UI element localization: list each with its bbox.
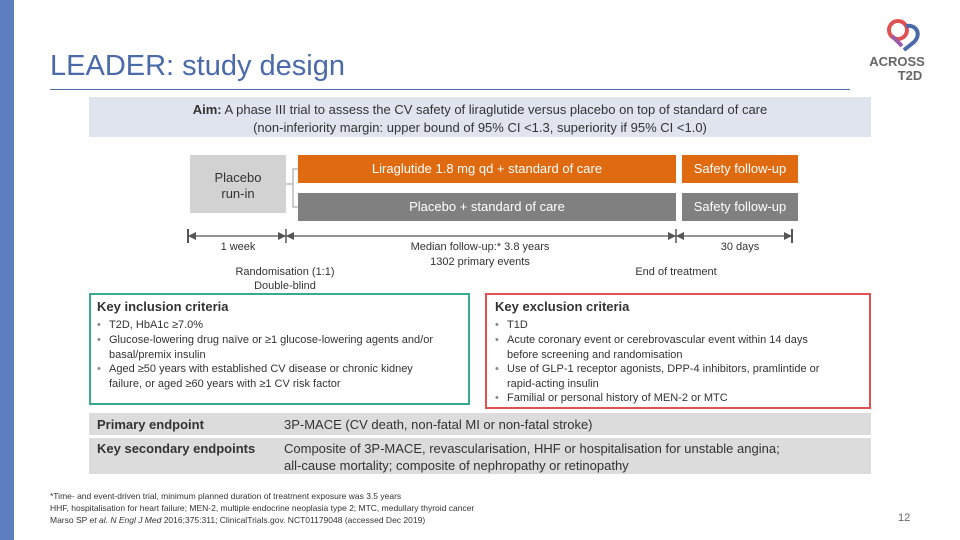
- page-number: 12: [898, 512, 911, 524]
- exclusion-item: • Use of GLP-1 receptor agonists, DPP-4 inhibitors, pramlintide or rapid-acting insulin: [495, 363, 820, 390]
- exclusion-item: • Familial or personal history of MEN-2 or MTC: [495, 392, 728, 404]
- randomisation-label-1: Randomisation (1:1): [235, 266, 335, 278]
- runin-duration-label: 1 week: [220, 241, 256, 253]
- arm-liraglutide-label: Liraglutide 1.8 mg qd + standard of care: [371, 161, 603, 176]
- runin-line-1: Placebo: [214, 170, 262, 185]
- primary-endpoint-text: 3P-MACE (CV death, non-fatal MI or non-fatal stroke): [284, 417, 593, 432]
- left-accent-bar: [0, 0, 14, 540]
- aim-text-1: A phase III trial to assess the CV safety of liraglutide versus placebo on top of standard of care: [224, 102, 768, 117]
- aim-text-2: (non-inferiority margin: upper bound of 95% CI <1.3, superiority if 95% CI <1.0): [253, 120, 707, 135]
- followup-duration-label: 30 days: [720, 241, 760, 253]
- randomisation-label-2: Double-blind: [254, 280, 316, 292]
- exclusion-heading: Key exclusion criteria: [495, 299, 630, 314]
- end-of-treatment-label: End of treatment: [635, 266, 717, 278]
- inclusion-item: • T2D, HbA1c ≥7.0%: [97, 319, 204, 331]
- exclusion-item: • Acute coronary event or cerebrovascular event within 14 days before screening and randomisation: [495, 334, 808, 361]
- runin-line-2: run‑in: [221, 186, 255, 201]
- inclusion-heading: Key inclusion criteria: [97, 299, 229, 314]
- secondary-endpoints-line-1: Composite of 3P-MACE, revascularisation, HHF or hospitalisation for unstable angina;: [284, 441, 780, 456]
- primary-events-label: 1302 primary events: [430, 256, 530, 268]
- bullet-icon: •: [97, 319, 101, 331]
- bullet-icon: •: [495, 392, 499, 404]
- page-title: LEADER: study design: [50, 50, 345, 82]
- arm-liraglutide-followup-label: Safety follow-up: [693, 161, 787, 176]
- arm-placebo-label: Placebo + standard of care: [409, 199, 565, 214]
- inclusion-item: • Aged ≥50 years with established CV disease or chronic kidney failure, or aged ≥60 years with ≥1 CV risk factor: [97, 363, 413, 390]
- inclusion-item: • Glucose-lowering drug naïve or ≥1 glucose-lowering agents and/or basal/premix insulin: [97, 334, 433, 361]
- footnote-1: *Time- and event-driven trial, minimum planned duration of treatment exposure was 3.5 years: [50, 491, 402, 501]
- logo-text-1: ACROSS: [869, 54, 925, 69]
- median-followup-label: Median follow-up:* 3.8 years: [410, 241, 550, 253]
- placebo-runin-label: [190, 170, 286, 202]
- logo-mark-icon: [862, 14, 932, 84]
- exclusion-item: • T1D: [495, 319, 528, 331]
- arm-placebo-followup-label: Safety follow-up: [693, 199, 787, 214]
- aim-label: Aim:: [192, 102, 222, 117]
- across-t2d-logo: [862, 14, 932, 84]
- logo-text-2: T2D: [897, 68, 923, 83]
- bullet-icon: •: [97, 363, 101, 375]
- footnote-2: HHF, hospitalisation for heart failure; MEN-2, multiple endocrine neoplasia type 2; MTC, medullary thyroid cancer: [50, 503, 475, 513]
- bullet-icon: •: [495, 334, 499, 346]
- secondary-endpoints-label: Key secondary endpoints: [97, 441, 256, 456]
- footnote-3: Marso SP et al. N Engl J Med 2016;375:311; ClinicalTrials.gov. NCT01179048 (accessed Dec 2019): [50, 515, 426, 525]
- primary-endpoint-label: Primary endpoint: [97, 417, 204, 432]
- aim-line-1: [89, 102, 871, 117]
- bullet-icon: •: [97, 334, 101, 346]
- secondary-endpoints-line-2: all‑cause mortality; composite of nephropathy or retinopathy: [284, 458, 629, 473]
- bullet-icon: •: [495, 319, 499, 331]
- title-underline: [50, 89, 850, 90]
- bullet-icon: •: [495, 363, 499, 375]
